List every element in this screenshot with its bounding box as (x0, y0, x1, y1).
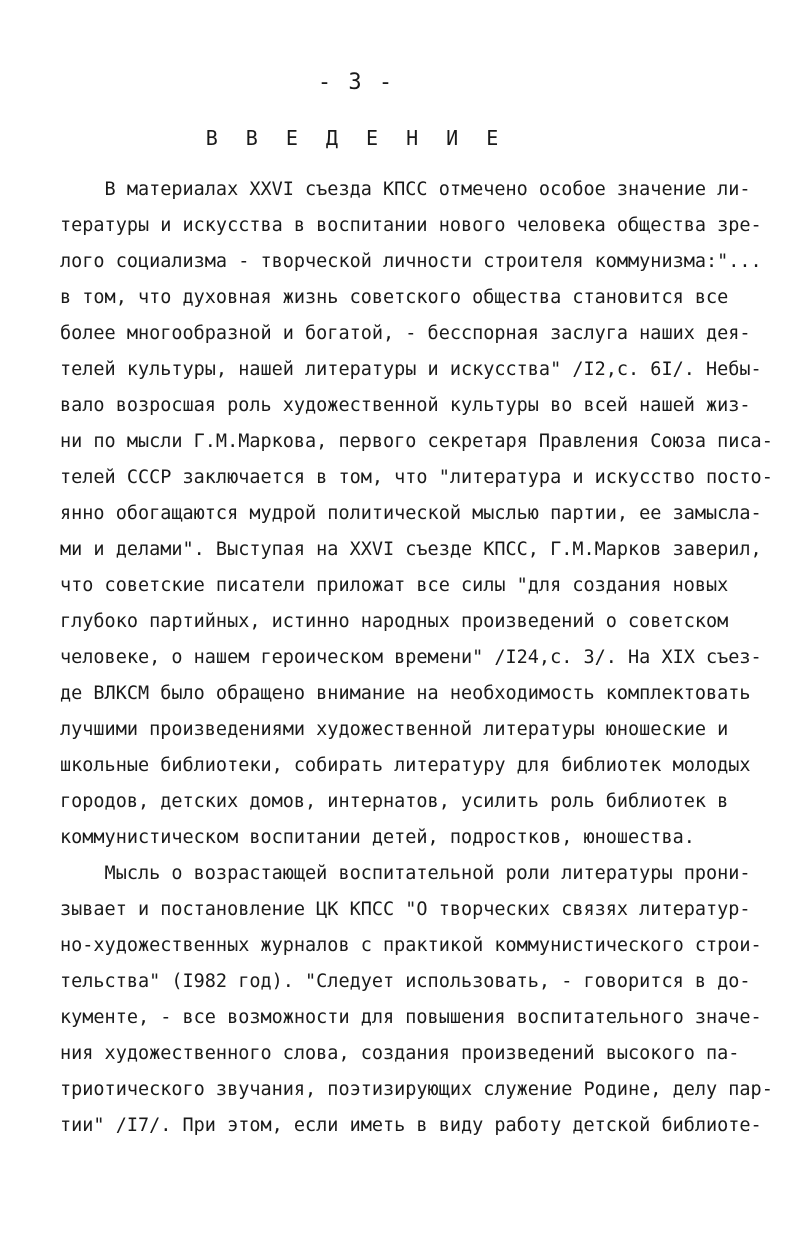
text-line: В материалах XXVI съезда КПСС отмечено особое значение ли- (60, 179, 751, 200)
text-line: ни по мысли Г.М.Маркова, первого секретаря Правления Союза писа- (60, 431, 773, 452)
text-line: школьные библиотеки, собирать литературу для библиотек молодых (60, 755, 751, 776)
text-line: лого социализма - творческой личности строителя коммунизма:"... (60, 251, 762, 272)
page-number: - 3 - (317, 70, 395, 95)
text-line: в том, что духовная жизнь советского общества становится все (60, 287, 729, 308)
text-line: вало возросшая роль художественной культуры во всей нашей жиз- (60, 395, 751, 416)
text-line: глубоко партийных, истинно народных произведений о советском (60, 611, 729, 632)
text-line: тельства" (I982 год). "Следует использовать, - говорится в до- (60, 971, 751, 992)
text-line: де ВЛКСМ было обращено внимание на необходимость комплектовать (60, 683, 751, 704)
text-line: лучшими произведениями художественной литературы юношеские и (60, 719, 729, 740)
text-line: но-художественных журналов с практикой коммунистического строи- (60, 935, 762, 956)
text-line: коммунистическом воспитании детей, подростков, юношества. (60, 827, 695, 848)
text-line: человеке, о нашем героическом времени" /I24,с. 3/. На XIX съез- (60, 647, 762, 668)
text-line: триотического звучания, поэтизирующих служение Родине, делу пар- (60, 1079, 773, 1100)
text-line: тературы и искусства в воспитании нового человека общества зре- (60, 215, 762, 236)
text-line: телей СССР заключается в том, что "литература и искусство посто- (60, 467, 773, 488)
text-line: тии" /I7/. При этом, если иметь в виду работу детской библиоте- (60, 1115, 762, 1136)
text-line: Мысль о возрастающей воспитательной роли литературы прони- (60, 863, 751, 884)
text-line: кументе, - все возможности для повышения воспитательного значе- (60, 1007, 762, 1028)
text-line: ния художественного слова, создания произведений высокого па- (60, 1043, 740, 1064)
text-line: зывает и постановление ЦК КПСС "О творческих связях литератур- (60, 899, 751, 920)
section-heading: В В Е Д Е Н И Е (205, 126, 507, 150)
text-line: более многообразной и богатой, - бесспорная заслуга наших дея- (60, 323, 751, 344)
text-line: телей культуры, нашей литературы и искусства" /I2,с. 6I/. Небы- (60, 359, 762, 380)
text-line: янно обогащаются мудрой политической мыслью партии, ее замысла- (60, 503, 762, 524)
text-line: что советские писатели приложат все силы "для создания новых (60, 575, 729, 596)
text-line: ми и делами". Выступая на XXVI съезде КПСС, Г.М.Марков заверил, (60, 539, 762, 560)
text-line: городов, детских домов, интернатов, усилить роль библиотек в (60, 791, 729, 812)
